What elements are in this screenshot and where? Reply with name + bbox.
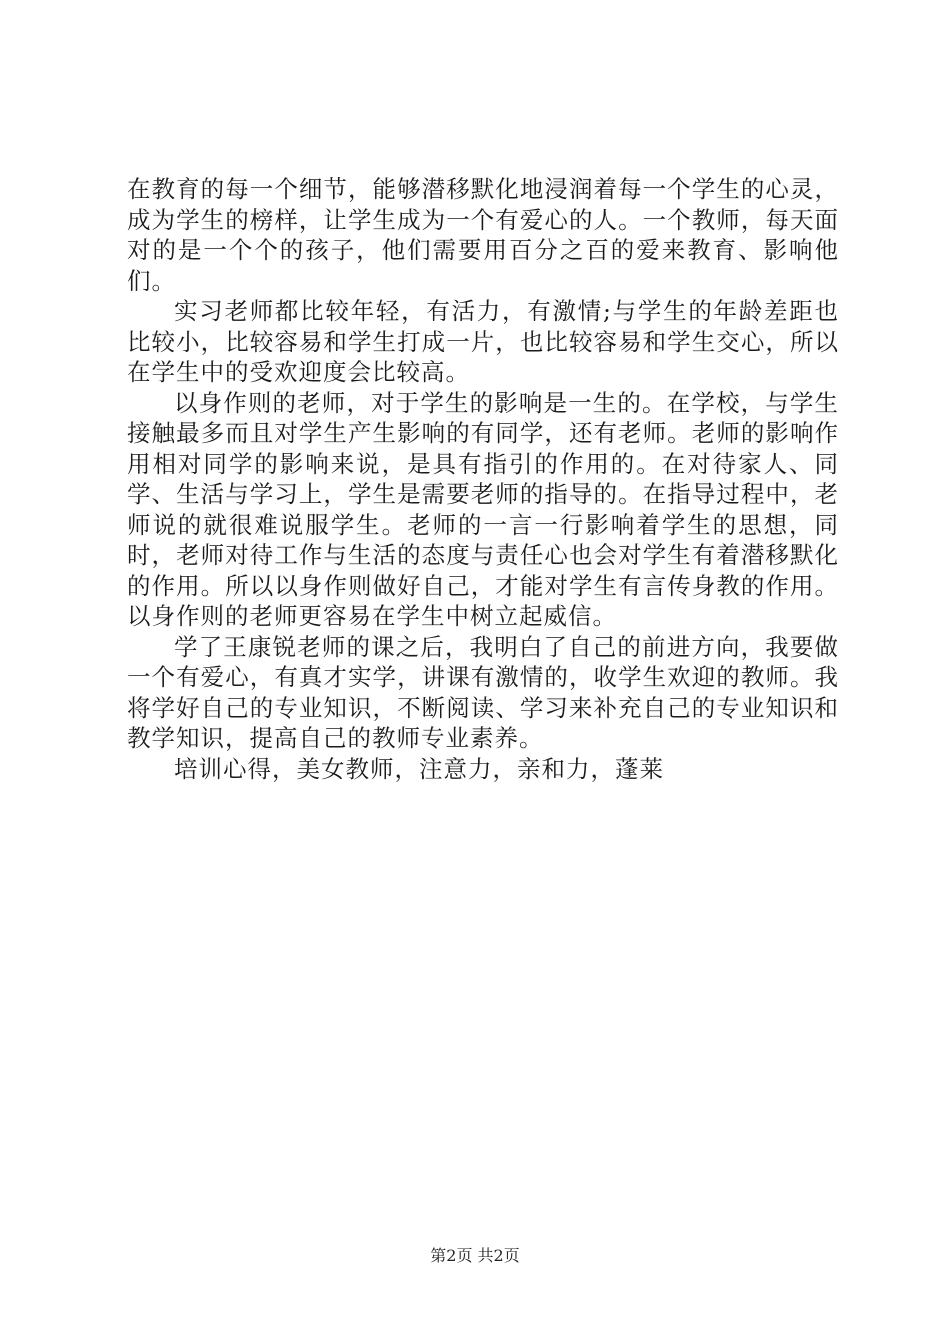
paragraph-3: 以身作则的老师，对于学生的影响是一生的。在学校，与学生接触最多而且对学生产生影响的有同学，还有老师。老师的影响作用相对同学的影响来说，是具有指引的作用的。在对待家人、同学、生活与学习上，学生是需要老师的指导的。在指导过程中，老师说的就很难说服学生。老师的一言一行影响着学生的思想，同时，老师对待工作与生活的态度与责任心也会对学生有着潜移默化的作用。所以以身作则做好自己，才能对学生有言传身教的作用。以身作则的老师更容易在学生中树立起威信。	[127, 388, 839, 630]
paragraph-1: 在教育的每一个细节，能够潜移默化地浸润着每一个学生的心灵，成为学生的榜样，让学生成为一个有爱心的人。一个教师，每天面对的是一个个的孩子，他们需要用百分之百的爱来教育、影响他们。	[127, 175, 839, 295]
page-number-footer: 第2页 共2页	[430, 1246, 520, 1265]
paragraph-keywords: 培训心得，美女教师，注意力，亲和力，蓬莱	[174, 754, 664, 783]
document-body	[127, 174, 839, 784]
paragraph-4: 学了王康锐老师的课之后，我明白了自己的前进方向，我要做一个有爱心，有真才实学，讲课有激情的，收学生欢迎的教师。我将学好自己的专业知识，不断阅读、学习来补充自己的专业知识和教学知识，提高自己的教师专业素养。	[127, 632, 839, 752]
paragraph-2: 实习老师都比较年轻，有活力，有激情;与学生的年龄差距也比较小，比较容易和学生打成一片，也比较容易和学生交心，所以在学生中的受欢迎度会比较高。	[127, 297, 839, 386]
